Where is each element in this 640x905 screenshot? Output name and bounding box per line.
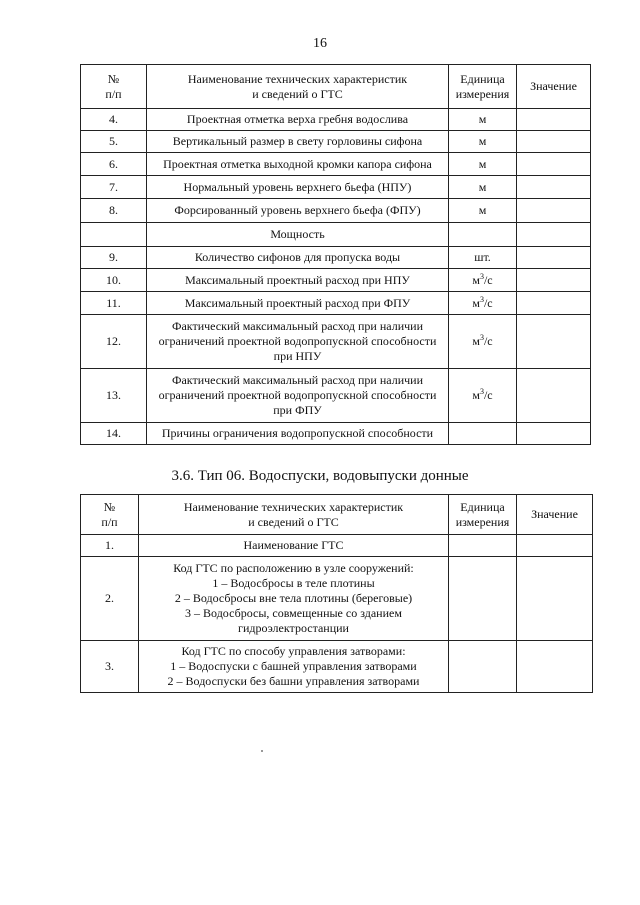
unit-tail: /с: [483, 272, 493, 287]
row-unit: [449, 315, 517, 369]
table-row: [81, 199, 591, 223]
section-heading: 3.6. Тип 06. Водоспуски, водовыпуски донные: [171, 468, 469, 484]
row-value[interactable]: [517, 292, 591, 315]
unit-base: м: [472, 388, 480, 402]
row-value[interactable]: [517, 557, 593, 641]
header-value: Значение: [517, 65, 591, 109]
table-row: [81, 131, 591, 153]
row-value[interactable]: [517, 131, 591, 153]
unit-superscript: 3: [479, 294, 484, 304]
table-row: [81, 641, 593, 693]
row-name: Количество сифонов для пропуска воды: [147, 247, 449, 269]
header-unit: Единица измерения: [449, 65, 517, 109]
section-title: Мощность: [147, 223, 449, 247]
section-row: [81, 223, 591, 247]
unit-superscript: 3: [479, 271, 484, 281]
page-number: 16: [313, 36, 327, 51]
row-unit: м: [449, 131, 517, 153]
row-num: 5.: [81, 131, 147, 153]
unit-tail: /с: [483, 388, 493, 402]
table-row: [81, 176, 591, 199]
table-header-row: [81, 65, 591, 109]
row-name: Вертикальный размер в свету горловины сифона: [147, 131, 449, 153]
scan-speck: [261, 750, 263, 752]
row-num: 12.: [81, 315, 147, 369]
row-num: 10.: [81, 269, 147, 292]
header-name: Наименование технических характеристик и сведений о ГТС: [147, 65, 449, 109]
unit-tail: /с: [483, 334, 493, 348]
row-unit: [449, 292, 517, 315]
row-unit[interactable]: [449, 535, 517, 557]
section-value-cell: [517, 223, 591, 247]
row-num: 6.: [81, 153, 147, 176]
row-unit: [449, 369, 517, 423]
row-name: Максимальный проектный расход при НПУ: [147, 269, 449, 292]
row-num: 9.: [81, 247, 147, 269]
table-row: [81, 535, 593, 557]
row-num: 2.: [81, 557, 139, 641]
row-unit: м: [449, 109, 517, 131]
header-value: Значение: [517, 495, 593, 535]
header-unit: Единица измерения: [449, 495, 517, 535]
row-value[interactable]: [517, 247, 591, 269]
row-unit: м: [449, 176, 517, 199]
row-unit: [449, 423, 517, 445]
table-row: [81, 269, 591, 292]
row-value[interactable]: [517, 369, 591, 423]
row-name: Наименование ГТС: [139, 535, 449, 557]
table-row: [81, 423, 591, 445]
row-unit: м: [449, 153, 517, 176]
table-header-row: [81, 495, 593, 535]
row-value[interactable]: [517, 641, 593, 693]
unit-base: м: [472, 295, 480, 310]
row-name: Проектная отметка выходной кромки капора сифона: [147, 153, 449, 176]
header-num: № п/п: [81, 65, 147, 109]
row-name: Максимальный проектный расход при ФПУ: [147, 292, 449, 315]
header-name: Наименование технических характеристик и сведений о ГТС: [139, 495, 449, 535]
row-name: Фактический максимальный расход при наличии ограничений проектной водопропускной способности при ФПУ: [147, 369, 449, 423]
row-value[interactable]: [517, 199, 591, 223]
table-row: [81, 153, 591, 176]
header-num: № п/п: [81, 495, 139, 535]
characteristics-table-siphons: [80, 64, 591, 445]
unit-superscript: 3: [479, 387, 484, 396]
unit-base: м: [472, 272, 480, 287]
characteristics-table-bottom-outlets: [80, 494, 593, 693]
table-row: [81, 247, 591, 269]
row-num: 7.: [81, 176, 147, 199]
section-num-cell: [81, 223, 147, 247]
table-row: [81, 369, 591, 423]
row-value[interactable]: [517, 269, 591, 292]
row-name: Форсированный уровень верхнего бьефа (ФПУ): [147, 199, 449, 223]
row-name: Причины ограничения водопропускной способности: [147, 423, 449, 445]
row-name: Код ГТС по способу управления затворами: 1 – Водоспуски с башней управления затворами 2 – Водоспуски без башни управления затворами: [139, 641, 449, 693]
row-unit[interactable]: [449, 557, 517, 641]
row-name: Фактический максимальный расход при наличии ограничений проектной водопропускной способности при НПУ: [147, 315, 449, 369]
row-num: 1.: [81, 535, 139, 557]
row-value[interactable]: [517, 176, 591, 199]
row-num: 13.: [81, 369, 147, 423]
row-value[interactable]: [517, 535, 593, 557]
table-row: [81, 557, 593, 641]
row-num: 4.: [81, 109, 147, 131]
row-num: 14.: [81, 423, 147, 445]
row-num: 11.: [81, 292, 147, 315]
unit-base: м: [472, 334, 480, 348]
unit-tail: /с: [483, 295, 493, 310]
row-unit: шт.: [449, 247, 517, 269]
row-value[interactable]: [517, 153, 591, 176]
section-unit-cell: [449, 223, 517, 247]
row-name: Проектная отметка верха гребня водослива: [147, 109, 449, 131]
row-unit[interactable]: [449, 641, 517, 693]
row-value[interactable]: [517, 315, 591, 369]
row-value[interactable]: [517, 423, 591, 445]
row-num: 8.: [81, 199, 147, 223]
table-row: [81, 292, 591, 315]
table-row: [81, 109, 591, 131]
row-unit: [449, 269, 517, 292]
row-value[interactable]: [517, 109, 591, 131]
row-unit: м: [449, 199, 517, 223]
table-row: [81, 315, 591, 369]
unit-superscript: 3: [479, 333, 484, 342]
row-name: Нормальный уровень верхнего бьефа (НПУ): [147, 176, 449, 199]
row-num: 3.: [81, 641, 139, 693]
row-name: Код ГТС по расположению в узле сооружений: 1 – Водосбросы в теле плотины 2 – Водосбросы вне тела плотины (береговые) 3 – Водосбросы, совмещенные со зданием гидроэлектростанции: [139, 557, 449, 641]
